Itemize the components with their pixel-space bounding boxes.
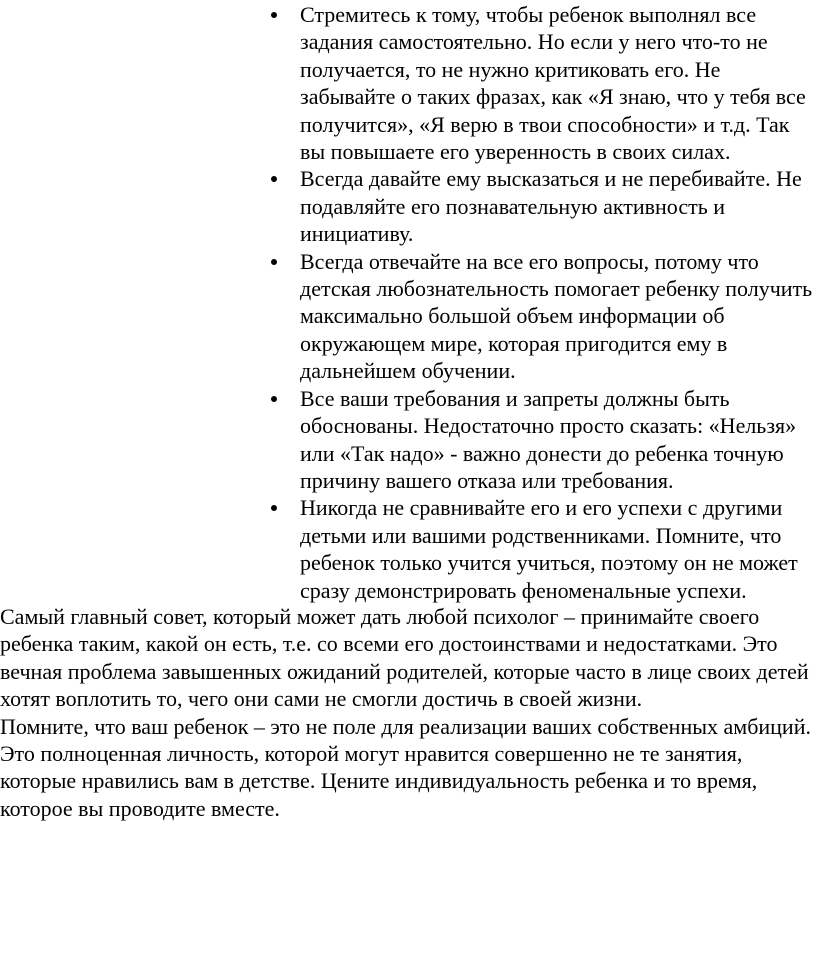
bullet-dot-icon bbox=[271, 505, 277, 511]
bullet-text: Всегда давайте ему высказаться и не перебивайте. Не подавляйте его познавательную активность и инициативу. bbox=[300, 166, 802, 247]
bullet-text: Никогда не сравнивайте его и его успехи с другими детьми или вашими родственниками. Помните, что ребенок только учится учиться, поэтому он не может сразу демонстрировать феноменальные успехи. bbox=[300, 495, 798, 603]
bullet-item bbox=[300, 248, 814, 385]
bullet-text: Стремитесь к тому, чтобы ребенок выполнял все задания самостоятельно. Но если у него что-то не получается, то не нужно критиковать его. Не забывайте о таких фразах, как «Я знаю, что у тебя все получится», «Я верю в твои способности» и т.д. Так вы повышаете его уверенность в своих силах. bbox=[300, 2, 806, 165]
bullet-text: Все ваши требования и запреты должны быть обоснованы. Недостаточно просто сказать: «Нельзя» или «Так надо» - важно донести до ребенка точную причину вашего отказа или требования. bbox=[300, 385, 797, 493]
bullet-item bbox=[300, 385, 814, 495]
bullet-dot-icon bbox=[271, 396, 277, 402]
bullet-dot-icon bbox=[271, 259, 277, 265]
bullet-dot-icon bbox=[271, 176, 277, 182]
bullet-text: Всегда отвечайте на все его вопросы, потому что детская любознательность помогает ребенку получить максимально большой объем информации об окружающем мире, которая пригодится ему в дальнейшем обучении. bbox=[300, 248, 813, 384]
body-paragraph: Самый главный совет, который может дать любой психолог – принимайте своего ребенка таким, какой он есть, т.е. со всеми его достоинствами и недостатками. Это вечная проблема завышенных ожиданий родителей, которые часто в лице своих детей хотят воплотить то, чего они сами не смогли достичь в своей жизни. bbox=[0, 603, 809, 712]
bullet-dot-icon bbox=[271, 12, 277, 18]
body-paragraph: Помните, что ваш ребенок – это не поле для реализации ваших собственных амбиций. Это полноценная личность, которой могут нравится совершенно не те занятия, которые нравились вам в детстве. Цените индивидуальность ребенка и то время, которое вы проводите вместе. bbox=[0, 713, 811, 821]
bullet-item bbox=[300, 494, 814, 604]
bullet-item bbox=[300, 165, 814, 247]
advice-bullet-list bbox=[300, 1, 814, 604]
bullet-item bbox=[300, 1, 814, 165]
